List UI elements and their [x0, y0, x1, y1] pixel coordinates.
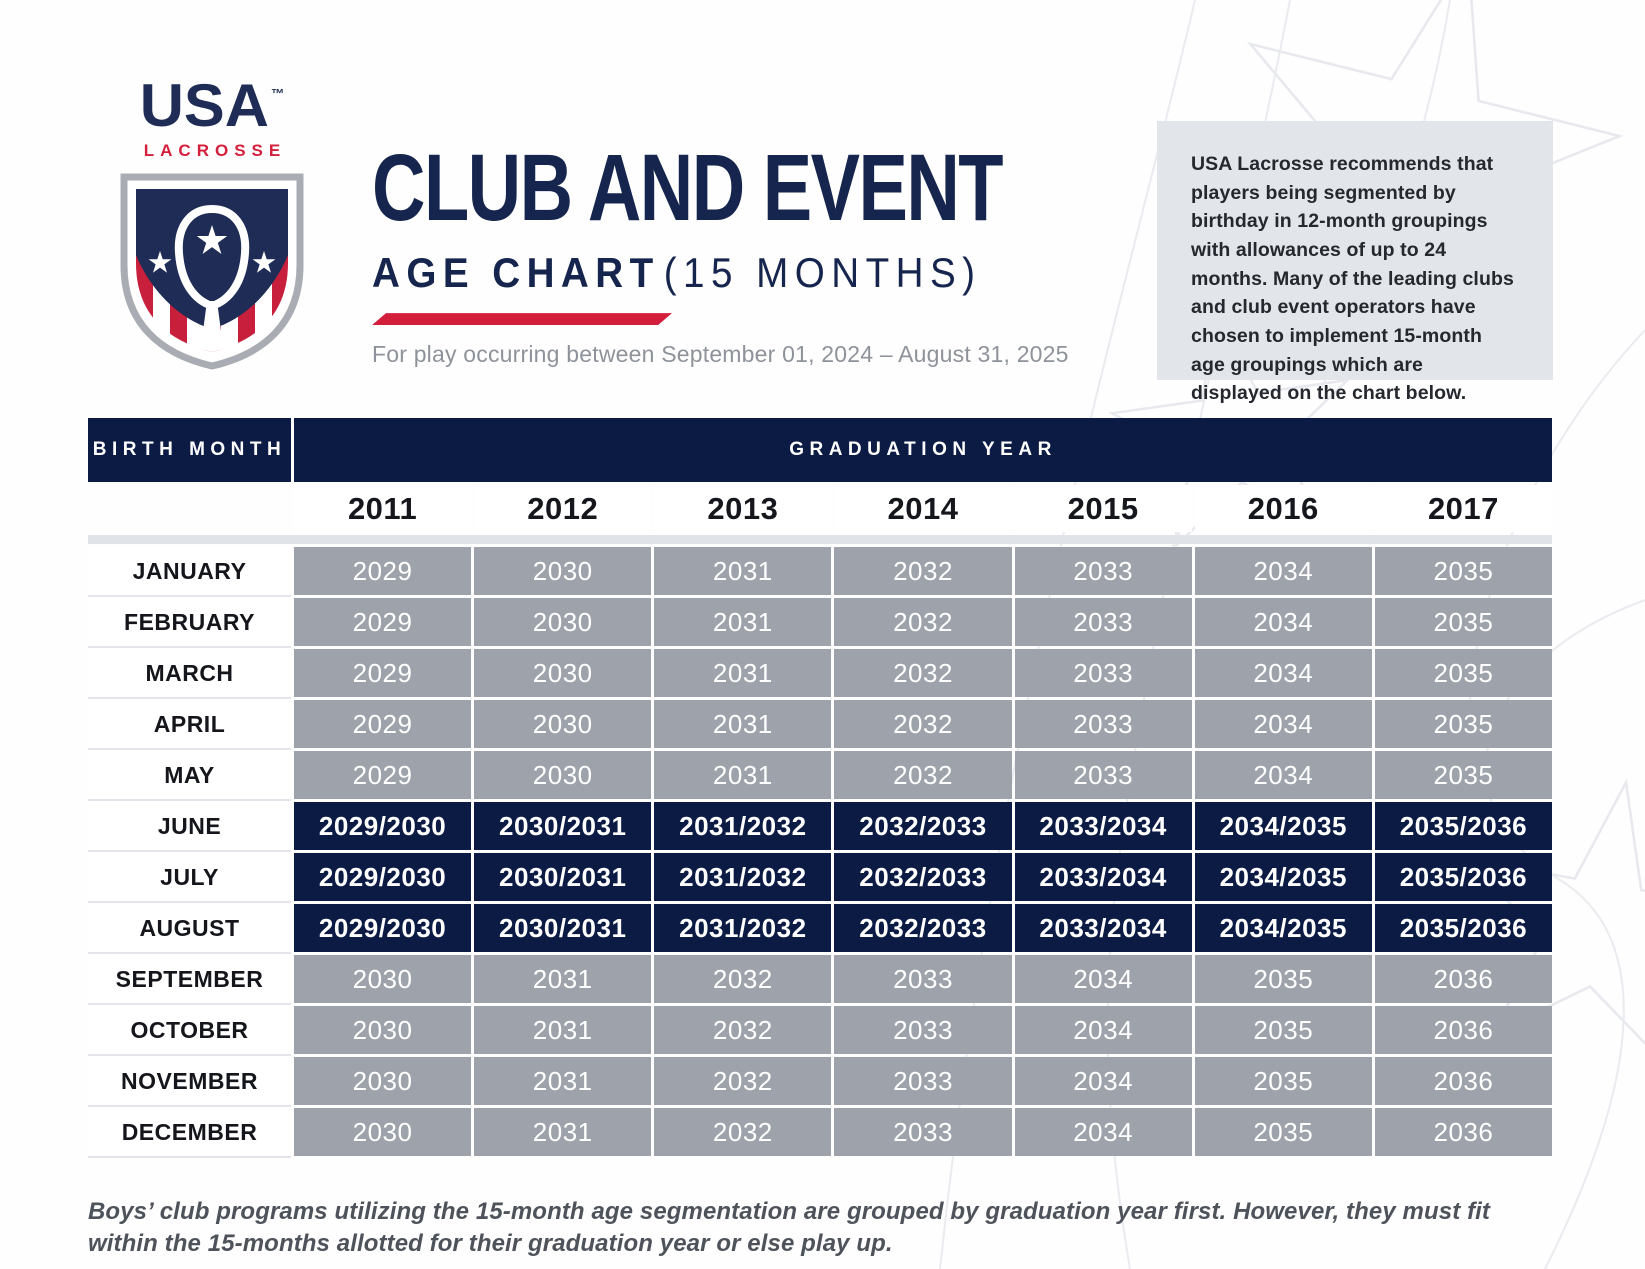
age-cell: 2035: [1375, 700, 1552, 748]
age-cell: 2029: [294, 751, 471, 799]
age-cell: 2031: [474, 1057, 651, 1105]
row-month-label: OCTOBER: [88, 1006, 291, 1054]
year-header: 2016: [1195, 485, 1372, 532]
age-cell: 2029: [294, 598, 471, 646]
age-cell: 2032: [834, 751, 1011, 799]
age-cell: 2032/2033: [834, 802, 1011, 850]
row-month-label: JUNE: [88, 802, 291, 850]
age-table-body: [88, 547, 1552, 1156]
trademark-symbol: ™: [271, 86, 285, 101]
page-subtitle: [372, 249, 1071, 297]
table-header-row: [88, 418, 1552, 482]
age-cell: 2030: [294, 1108, 471, 1156]
header-block: [372, 135, 1132, 368]
table-row: [88, 700, 1552, 748]
age-cell: 2031: [654, 547, 831, 595]
table-row: [88, 955, 1552, 1003]
age-cell: 2034: [1195, 649, 1372, 697]
age-cell: 2034: [1015, 1108, 1192, 1156]
age-cell: 2035: [1195, 1108, 1372, 1156]
age-cell: 2029/2030: [294, 853, 471, 901]
row-month-label: DECEMBER: [88, 1108, 291, 1156]
info-box-text: USA Lacrosse recommends that players being segmented by birthday in 12-month groupings with allowances of up to 24 months. Many of the leading clubs and club event operators have chosen to implement 15-month age groupings which are displayed on the chart below.: [1191, 153, 1514, 405]
age-cell: 2032/2033: [834, 853, 1011, 901]
row-month-label: AUGUST: [88, 904, 291, 952]
usa-lacrosse-logo: [112, 72, 312, 373]
year-header: 2015: [1015, 485, 1192, 532]
usa-lacrosse-shield-icon: [114, 169, 310, 373]
table-row: [88, 802, 1552, 850]
age-cell: 2030: [474, 649, 651, 697]
row-month-label: APRIL: [88, 700, 291, 748]
subtitle-months: (15 MONTHS): [663, 249, 982, 297]
subtitle-age-chart: AGE CHART: [372, 249, 660, 297]
row-month-label: MARCH: [88, 649, 291, 697]
year-header: 2013: [654, 485, 831, 532]
age-cell: 2031: [654, 751, 831, 799]
age-cell: 2036: [1375, 1108, 1552, 1156]
year-header-row: [88, 485, 1552, 532]
row-month-label: NOVEMBER: [88, 1057, 291, 1105]
age-cell: 2030/2031: [474, 853, 651, 901]
table-row: [88, 598, 1552, 646]
age-cell: 2035: [1195, 1057, 1372, 1105]
age-cell: 2031: [474, 955, 651, 1003]
age-cell: 2035/2036: [1375, 904, 1552, 952]
red-underline: [372, 313, 672, 325]
date-range: For play occurring between September 01, 2024 – August 31, 2025: [372, 341, 1069, 368]
table-row: [88, 853, 1552, 901]
table-row: [88, 904, 1552, 952]
age-cell: 2032: [654, 1108, 831, 1156]
age-cell: 2033: [834, 1057, 1011, 1105]
table-row: [88, 649, 1552, 697]
age-cell: 2034: [1195, 751, 1372, 799]
age-cell: 2030/2031: [474, 802, 651, 850]
age-cell: 2029: [294, 547, 471, 595]
age-cell: 2031/2032: [654, 853, 831, 901]
year-header: 2017: [1375, 485, 1552, 532]
age-cell: 2034: [1015, 955, 1192, 1003]
age-cell: 2031: [654, 598, 831, 646]
age-cell: 2031: [654, 700, 831, 748]
age-cell: 2032: [654, 955, 831, 1003]
age-cell: 2032: [834, 547, 1011, 595]
age-cell: 2034: [1195, 700, 1372, 748]
age-cell: 2031/2032: [654, 802, 831, 850]
age-cell: 2034: [1015, 1057, 1192, 1105]
age-cell: 2033: [1015, 547, 1192, 595]
age-cell: 2030: [474, 751, 651, 799]
graduation-year-header: GRADUATION YEAR: [294, 418, 1552, 482]
age-cell: 2030: [294, 1057, 471, 1105]
age-cell: 2030: [294, 1006, 471, 1054]
age-cell: 2030: [474, 547, 651, 595]
age-cell: 2034: [1195, 547, 1372, 595]
age-cell: 2035: [1375, 547, 1552, 595]
age-cell: 2033/2034: [1015, 802, 1192, 850]
info-box: [1157, 121, 1553, 405]
age-cell: 2032/2033: [834, 904, 1011, 952]
age-cell: 2032: [654, 1057, 831, 1105]
logo-wordmark-usa: USA ™: [139, 72, 285, 139]
age-cell: 2029: [294, 649, 471, 697]
year-header: 2014: [834, 485, 1011, 532]
age-cell: 2031: [654, 649, 831, 697]
age-cell: 2029/2030: [294, 802, 471, 850]
age-chart-table: [85, 415, 1555, 1159]
divider-stripe: [88, 535, 1552, 544]
table-row: [88, 1108, 1552, 1156]
age-cell: 2035/2036: [1375, 802, 1552, 850]
age-cell: 2031/2032: [654, 904, 831, 952]
age-cell: 2036: [1375, 955, 1552, 1003]
age-cell: 2035/2036: [1375, 853, 1552, 901]
row-month-label: MAY: [88, 751, 291, 799]
age-cell: 2035: [1195, 1006, 1372, 1054]
year-header-spacer: [88, 485, 291, 532]
year-header: 2011: [294, 485, 471, 532]
age-cell: 2031: [474, 1006, 651, 1054]
page-title: CLUB AND EVENT: [372, 135, 1002, 241]
row-month-label: JANUARY: [88, 547, 291, 595]
age-cell: 2033: [834, 1006, 1011, 1054]
row-month-label: SEPTEMBER: [88, 955, 291, 1003]
age-cell: 2029/2030: [294, 904, 471, 952]
divider-stripe-row: [88, 535, 1552, 544]
footnote: Boys’ club programs utilizing the 15-month age segmentation are grouped by graduation year first. However, they must fit within the 15-months allotted for their graduation year or else play up.: [88, 1198, 1491, 1257]
age-cell: 2033: [1015, 700, 1192, 748]
table-row: [88, 1006, 1552, 1054]
row-month-label: JULY: [88, 853, 291, 901]
age-cell: 2035: [1375, 751, 1552, 799]
age-cell: 2033/2034: [1015, 853, 1192, 901]
table-row: [88, 751, 1552, 799]
age-cell: 2030: [474, 700, 651, 748]
age-cell: 2031: [474, 1108, 651, 1156]
age-cell: 2033/2034: [1015, 904, 1192, 952]
row-month-label: FEBRUARY: [88, 598, 291, 646]
age-cell: 2035: [1375, 649, 1552, 697]
age-cell: 2033: [834, 955, 1011, 1003]
age-cell: 2036: [1375, 1006, 1552, 1054]
birth-month-header: BIRTH MONTH: [88, 418, 291, 482]
age-cell: 2035: [1195, 955, 1372, 1003]
age-cell: 2034: [1015, 1006, 1192, 1054]
age-cell: 2033: [1015, 598, 1192, 646]
age-cell: 2035: [1375, 598, 1552, 646]
age-cell: 2030/2031: [474, 904, 651, 952]
age-cell: 2032: [834, 598, 1011, 646]
logo-wordmark-lacrosse: LACROSSE: [143, 141, 287, 160]
age-cell: 2033: [1015, 751, 1192, 799]
table-row: [88, 547, 1552, 595]
table-row: [88, 1057, 1552, 1105]
age-cell: 2034/2035: [1195, 904, 1372, 952]
age-cell: 2030: [294, 955, 471, 1003]
age-cell: 2030: [474, 598, 651, 646]
age-cell: 2034/2035: [1195, 853, 1372, 901]
age-cell: 2032: [654, 1006, 831, 1054]
age-cell: 2032: [834, 700, 1011, 748]
age-cell: 2034/2035: [1195, 802, 1372, 850]
age-cell: 2036: [1375, 1057, 1552, 1105]
age-cell: 2033: [834, 1108, 1011, 1156]
age-cell: 2029: [294, 700, 471, 748]
age-cell: 2033: [1015, 649, 1192, 697]
year-header: 2012: [474, 485, 651, 532]
age-cell: 2034: [1195, 598, 1372, 646]
age-cell: 2032: [834, 649, 1011, 697]
